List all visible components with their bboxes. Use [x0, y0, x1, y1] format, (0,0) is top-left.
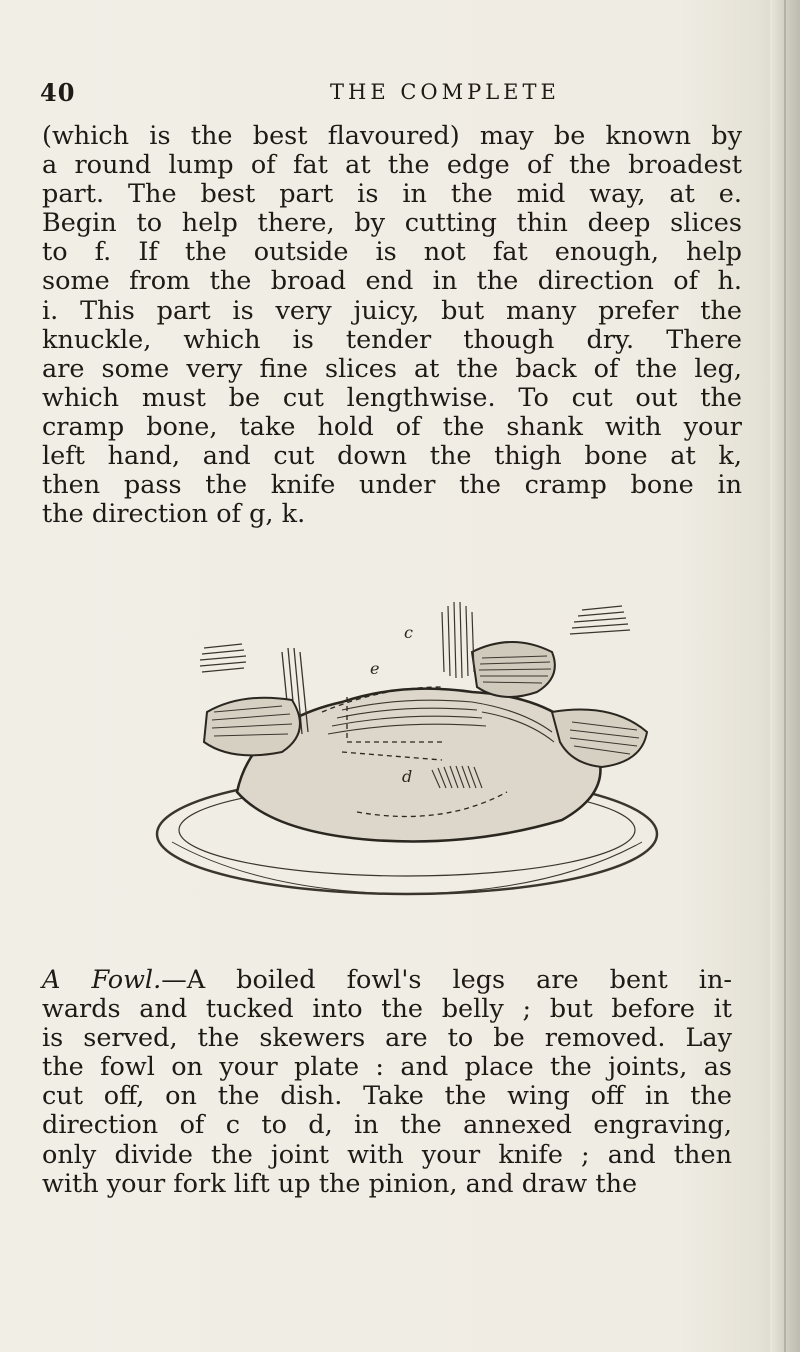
fowl-engraving-drawing — [142, 592, 672, 934]
text-line: cramp bone, take hold of the shank with your — [42, 411, 742, 442]
text-line: a round lump of fat at the edge of the broadest — [42, 150, 742, 181]
text-line: part. The best part is in the mid way, at e. — [42, 179, 742, 210]
page-edge-shadow — [770, 0, 800, 1352]
running-head: THE COMPLETE — [330, 80, 560, 104]
text-line: wards and tucked into the belly ; but before it — [42, 994, 732, 1025]
text-line: direction of c to d, in the annexed engraving, — [42, 1110, 732, 1141]
text-line: i. This part is very juicy, but many prefer the — [42, 295, 742, 326]
figure-letter-d: d — [402, 767, 413, 786]
text-line: with your fork lift up the pinion, and draw the — [42, 1168, 638, 1199]
text-line: to f. If the outside is not fat enough, help — [42, 237, 742, 268]
text-line: cut off, on the dish. Take the wing off in the — [42, 1081, 732, 1112]
text-line: is served, the skewers are to be removed. Lay — [42, 1023, 732, 1054]
paragraph-leg-carving — [42, 122, 742, 582]
figure-letter-c: c — [404, 623, 413, 642]
text-line: some from the broad end in the direction of h. — [42, 266, 742, 297]
text-line: are some very fine slices at the back of the leg, — [42, 353, 742, 384]
page-header — [40, 78, 740, 112]
section-label-fowl: A Fowl. — [42, 965, 162, 995]
text-line: Begin to help there, by cutting thin deep slices — [42, 208, 742, 239]
text-line: which must be cut lengthwise. To cut out the — [42, 382, 742, 413]
figure-letter-e: e — [370, 659, 380, 678]
fowl-engraving — [142, 592, 672, 934]
text-line-continuation: —A boiled fowl's legs are bent in- — [161, 965, 732, 995]
page-number: 40 — [40, 78, 76, 107]
text-line: knuckle, which is tender though dry. There — [42, 324, 742, 355]
paragraph-fowl — [42, 966, 732, 1199]
text-line — [42, 966, 732, 995]
text-line: the fowl on your plate : and place the joints, as — [42, 1052, 732, 1083]
text-line: then pass the knife under the cramp bone in — [42, 470, 742, 501]
text-line: the direction of g, k. — [42, 499, 306, 530]
text-line: only divide the joint with your knife ; and then — [42, 1139, 732, 1170]
text-line: (which is the best flavoured) may be known by — [42, 121, 742, 151]
text-line: left hand, and cut down the thigh bone at k, — [42, 441, 742, 472]
